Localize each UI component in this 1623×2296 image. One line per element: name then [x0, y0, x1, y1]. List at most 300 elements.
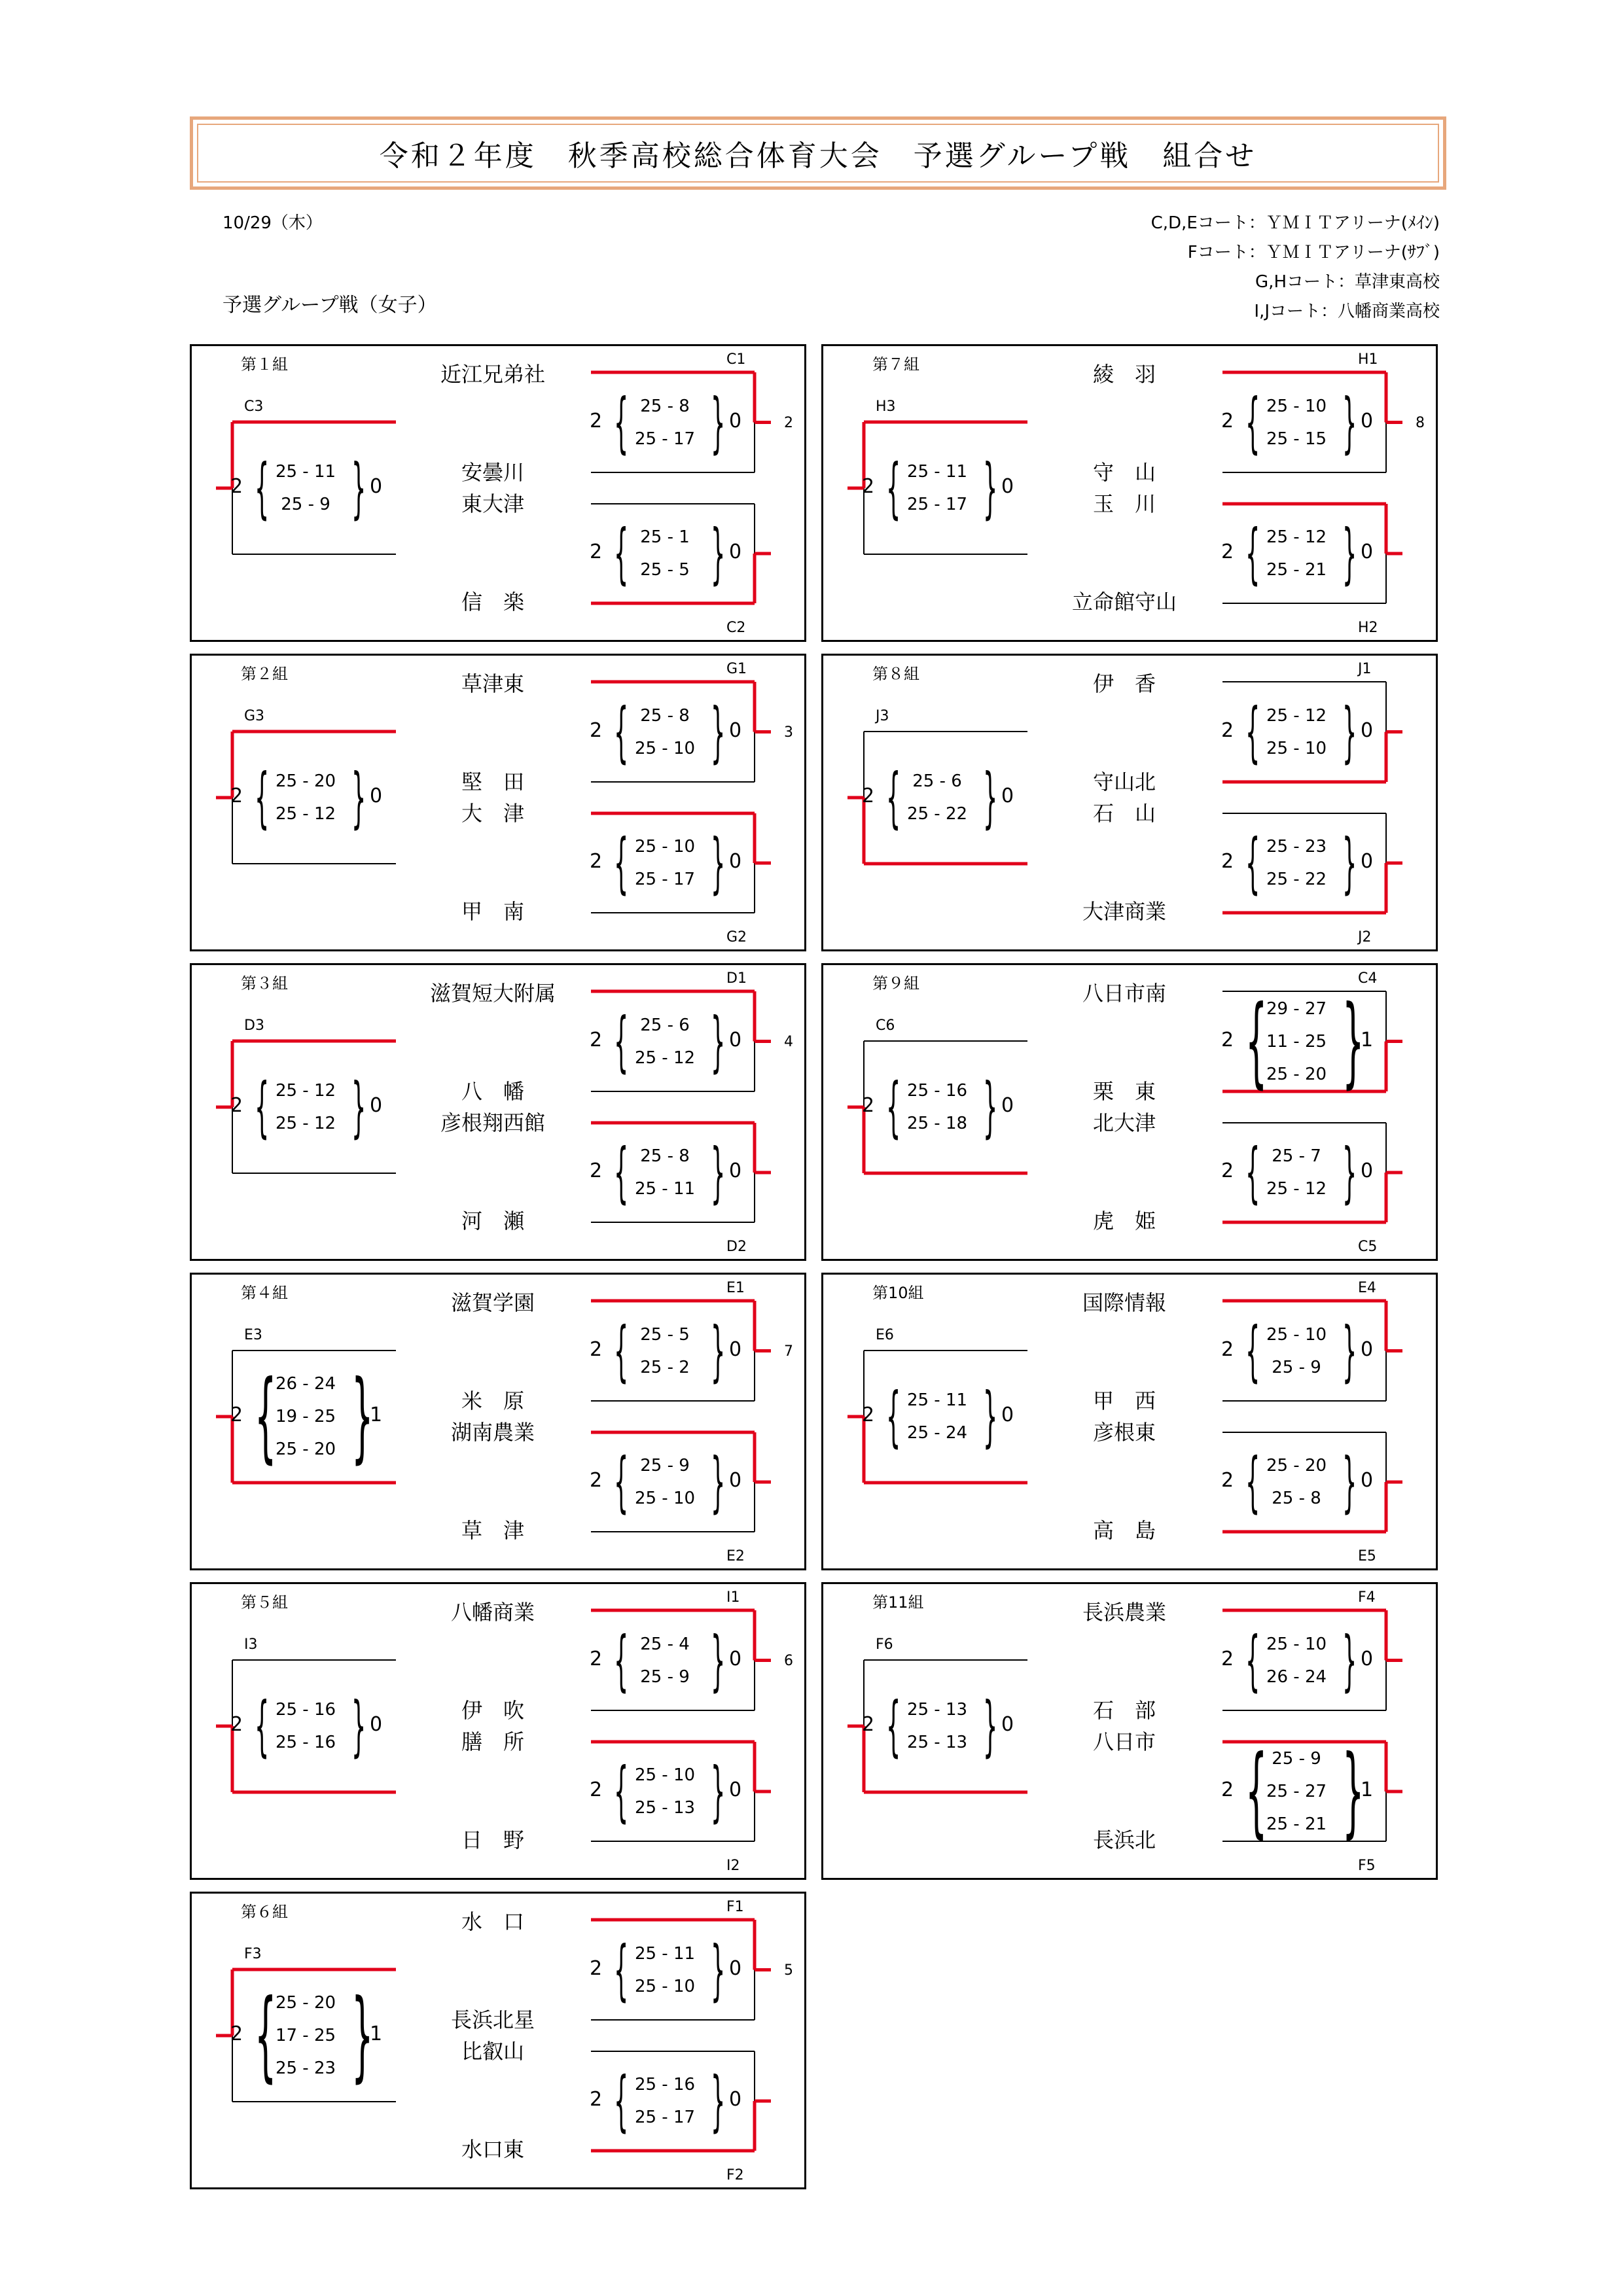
court-code: C6 [876, 1017, 895, 1034]
brace-left: { [614, 1134, 629, 1210]
brace-right: } [1342, 694, 1357, 770]
brace-right: } [1342, 1134, 1357, 1210]
sets-won-left: 2 [1221, 1469, 1234, 1492]
venue-line-1: C,D,Eコート：ＹＭＩＴアリーナ(ﾒｲﾝ) [1150, 213, 1440, 233]
sets-won-right: 0 [729, 1648, 742, 1670]
brace-left: { [1245, 694, 1260, 770]
sets-won-right: 0 [729, 1469, 742, 1492]
brace-right: } [351, 1687, 366, 1764]
team-name: 滋賀短大附属 [429, 981, 556, 1006]
court-code: F2 [726, 2167, 744, 2183]
set-score: 17 - 25 [275, 2026, 336, 2045]
set-score: 25 - 27 [1266, 1782, 1327, 1801]
sets-won-right: 0 [729, 1957, 742, 1980]
brace-left: { [255, 1979, 277, 2093]
court-code: E4 [1358, 1280, 1376, 1296]
set-score: 25 - 16 [275, 1700, 336, 1720]
sets-won-left: 2 [590, 719, 603, 742]
team-name: 八日市南 [1082, 981, 1166, 1006]
sets-won-left: 2 [862, 475, 875, 498]
sets-won-left: 2 [230, 1404, 243, 1426]
group-name: 第１組 [241, 355, 288, 374]
brace-right: } [983, 450, 998, 526]
brace-left: { [1245, 1735, 1268, 1848]
set-score: 25 - 21 [1266, 1814, 1327, 1834]
sets-won-right: 1 [370, 1404, 383, 1426]
court-code: J2 [1358, 929, 1372, 945]
team-name: 長浜北星 [450, 2007, 535, 2032]
brace-right: } [711, 1313, 726, 1389]
set-score: 25 - 8 [1272, 1489, 1321, 1508]
brace-right: } [1342, 1313, 1357, 1389]
team-name: 長浜農業 [1082, 1600, 1166, 1625]
brace-left: { [614, 1003, 629, 1080]
sets-won-right: 1 [370, 2022, 383, 2045]
set-score: 25 - 16 [275, 1733, 336, 1752]
group-panel [190, 963, 806, 1261]
team-name: 栗 東 [1092, 1079, 1156, 1104]
sets-won-left: 2 [590, 1469, 603, 1492]
team-name: 国際情報 [1082, 1290, 1166, 1315]
set-score: 25 - 20 [1266, 1456, 1327, 1475]
sets-won-right: 0 [729, 719, 742, 742]
team-name: 甲 西 [1092, 1388, 1156, 1413]
brace-right: } [1342, 384, 1357, 461]
set-score: 25 - 9 [281, 495, 330, 514]
brace-right: } [351, 759, 366, 836]
match-date: 10/29（木） [223, 213, 323, 233]
brace-left: { [886, 759, 901, 836]
team-name: 河 瀬 [461, 1209, 524, 1233]
team-name: 高 島 [1092, 1518, 1156, 1543]
team-name: 石 山 [1092, 801, 1156, 826]
team-name: 草 津 [461, 1518, 524, 1543]
set-score: 25 - 10 [634, 739, 696, 758]
bracket-number: 3 [784, 724, 793, 741]
sets-won-right: 0 [729, 1029, 742, 1051]
group-panel [821, 654, 1438, 951]
sets-won-right: 0 [1361, 850, 1374, 873]
sets-won-left: 2 [1221, 719, 1234, 742]
set-score: 25 - 10 [634, 837, 696, 857]
brace-right: } [711, 515, 726, 592]
set-score: 25 - 23 [275, 2058, 336, 2078]
bracket-number: 2 [784, 415, 793, 431]
set-score: 25 - 10 [1266, 739, 1327, 758]
team-name: 湖南農業 [450, 1420, 535, 1445]
brace-right: } [711, 2062, 726, 2139]
set-score: 25 - 6 [640, 1016, 690, 1035]
sets-won-left: 2 [590, 2088, 603, 2111]
brace-right: } [711, 694, 726, 770]
court-code: I2 [726, 1858, 740, 1874]
sets-won-left: 2 [1221, 1778, 1234, 1801]
set-score: 11 - 25 [1266, 1032, 1327, 1051]
group-name: 第２組 [241, 665, 288, 683]
section-label: 予選グループ戦（女子） [223, 294, 437, 317]
set-score: 25 - 24 [906, 1423, 968, 1443]
set-score: 25 - 21 [1266, 560, 1327, 580]
set-score: 25 - 17 [906, 495, 968, 514]
team-name: 玉 川 [1092, 491, 1156, 516]
sets-won-left: 2 [590, 1338, 603, 1361]
brace-left: { [886, 450, 901, 526]
sets-won-right: 0 [1001, 785, 1014, 807]
group-panel [190, 654, 806, 951]
brace-left: { [1245, 985, 1268, 1099]
venue-line-3: G,Hコート：草津東高校 [1255, 272, 1440, 292]
brace-right: } [351, 1069, 366, 1145]
court-code: E5 [1358, 1548, 1376, 1564]
set-score: 25 - 10 [1266, 397, 1327, 416]
sets-won-right: 0 [1361, 1648, 1374, 1670]
court-code: E1 [726, 1280, 745, 1296]
sets-won-right: 0 [729, 2088, 742, 2111]
sets-won-right: 0 [1361, 410, 1374, 433]
set-score: 25 - 10 [1266, 1634, 1327, 1654]
court-code: I3 [244, 1636, 258, 1653]
group-panel [821, 1582, 1438, 1880]
sets-won-right: 0 [370, 785, 383, 807]
group-panel [821, 344, 1438, 642]
court-code: F6 [876, 1636, 893, 1653]
set-score: 25 - 20 [275, 1993, 336, 2013]
team-name: 草津東 [461, 671, 524, 696]
sets-won-left: 2 [230, 2022, 243, 2045]
brace-left: { [886, 1069, 901, 1145]
brace-right: } [983, 1069, 998, 1145]
set-score: 25 - 18 [906, 1114, 968, 1133]
set-score: 25 - 20 [1266, 1065, 1327, 1084]
brace-left: { [614, 1443, 629, 1520]
team-name: 日 野 [461, 1828, 524, 1852]
team-name: 守山北 [1092, 769, 1156, 794]
team-name: 彦根翔西館 [440, 1110, 545, 1135]
sets-won-left: 2 [1221, 1029, 1234, 1051]
brace-left: { [614, 824, 629, 901]
brace-left: { [614, 1622, 629, 1699]
bracket-number: 7 [784, 1343, 793, 1360]
sets-won-left: 2 [590, 1778, 603, 1801]
sets-won-left: 2 [590, 540, 603, 563]
set-score: 25 - 11 [634, 1944, 696, 1964]
team-name: 東大津 [461, 491, 524, 516]
group-name: 第７組 [872, 355, 919, 374]
brace-right: } [1342, 985, 1364, 1099]
group-name: 第８組 [872, 665, 919, 683]
set-score: 25 - 10 [634, 1765, 696, 1785]
set-score: 25 - 10 [1266, 1325, 1327, 1345]
set-score: 25 - 5 [640, 560, 690, 580]
set-score: 25 - 10 [634, 1489, 696, 1508]
court-code: D3 [244, 1017, 264, 1034]
team-name: 北大津 [1092, 1110, 1156, 1135]
group-name: 第９組 [872, 974, 919, 993]
set-score: 25 - 12 [275, 1114, 336, 1133]
set-score: 25 - 16 [634, 2075, 696, 2094]
court-code: G3 [244, 708, 265, 724]
brace-right: } [711, 1003, 726, 1080]
court-code: D2 [726, 1239, 747, 1255]
sets-won-right: 1 [1361, 1778, 1374, 1801]
brace-right: } [1342, 515, 1357, 592]
set-score: 25 - 12 [1266, 706, 1327, 726]
team-name: 彦根東 [1092, 1420, 1156, 1445]
court-code: J1 [1358, 661, 1372, 677]
set-score: 19 - 25 [275, 1407, 336, 1426]
court-code: D1 [726, 970, 747, 987]
team-name: 甲 南 [461, 899, 524, 924]
group-name: 第４組 [241, 1284, 288, 1302]
brace-right: } [711, 384, 726, 461]
court-code: E2 [726, 1548, 745, 1564]
brace-right: } [711, 1443, 726, 1520]
set-score: 25 - 9 [640, 1456, 690, 1475]
court-code: C2 [726, 620, 746, 636]
set-score: 25 - 13 [634, 1798, 696, 1818]
sets-won-left: 2 [1221, 1159, 1234, 1182]
team-name: 安曇川 [461, 460, 524, 485]
sets-won-right: 0 [1361, 1469, 1374, 1492]
team-name: 水口東 [461, 2137, 524, 2162]
sets-won-left: 2 [230, 475, 243, 498]
sets-won-left: 2 [590, 410, 603, 433]
team-name: 長浜北 [1092, 1828, 1156, 1852]
brace-left: { [614, 1932, 629, 2008]
sets-won-left: 2 [1221, 1648, 1234, 1670]
court-code: G1 [726, 661, 747, 677]
sets-won-right: 0 [370, 1094, 383, 1117]
court-code: F4 [1358, 1589, 1376, 1606]
set-score: 25 - 12 [1266, 1179, 1327, 1199]
brace-left: { [614, 515, 629, 592]
sets-won-right: 0 [729, 1338, 742, 1361]
team-name: 大津商業 [1082, 899, 1166, 924]
set-score: 25 - 11 [906, 462, 968, 482]
set-score: 25 - 12 [634, 1048, 696, 1068]
set-score: 25 - 11 [906, 1390, 968, 1410]
sets-won-left: 2 [1221, 410, 1234, 433]
court-code: C4 [1358, 970, 1378, 987]
sets-won-right: 1 [1361, 1029, 1374, 1051]
brace-right: } [351, 450, 366, 526]
brace-right: } [983, 759, 998, 836]
group-panel [190, 1273, 806, 1570]
set-score: 25 - 22 [1266, 870, 1327, 889]
set-score: 25 - 7 [1272, 1146, 1321, 1166]
group-name: 第３組 [241, 974, 288, 993]
sets-won-right: 0 [729, 1159, 742, 1182]
sets-won-left: 2 [230, 785, 243, 807]
set-score: 25 - 8 [640, 1146, 690, 1166]
sets-won-right: 0 [729, 410, 742, 433]
group-panel [821, 1273, 1438, 1570]
sets-won-right: 0 [1361, 1159, 1374, 1182]
set-score: 25 - 12 [275, 804, 336, 824]
set-score: 25 - 10 [634, 1977, 696, 1996]
brace-left: { [255, 450, 270, 526]
court-code: C3 [244, 398, 264, 415]
set-score: 25 - 13 [906, 1700, 968, 1720]
team-name: 八 幡 [461, 1079, 524, 1104]
court-code: E6 [876, 1327, 894, 1343]
set-score: 25 - 12 [275, 1081, 336, 1101]
team-name: 大 津 [461, 801, 524, 826]
brace-left: { [1245, 824, 1260, 901]
set-score: 26 - 24 [1266, 1667, 1327, 1687]
brace-left: { [1245, 1134, 1260, 1210]
set-score: 25 - 20 [275, 1439, 336, 1459]
bracket-number: 4 [784, 1034, 793, 1050]
brace-right: } [711, 1753, 726, 1829]
brace-left: { [255, 1687, 270, 1764]
brace-left: { [614, 694, 629, 770]
team-name: 比叡山 [461, 2039, 524, 2064]
court-code: F3 [244, 1946, 262, 1962]
team-name: 虎 姫 [1092, 1209, 1156, 1233]
brace-left: { [1245, 1622, 1260, 1699]
bracket-number: 8 [1416, 415, 1425, 431]
sets-won-right: 0 [370, 1713, 383, 1736]
brace-left: { [1245, 384, 1260, 461]
set-score: 25 - 6 [912, 771, 962, 791]
brace-left: { [886, 1687, 901, 1764]
brace-left: { [255, 759, 270, 836]
set-score: 25 - 8 [640, 706, 690, 726]
sets-won-right: 0 [1001, 475, 1014, 498]
brace-left: { [255, 1360, 277, 1474]
sets-won-left: 2 [862, 785, 875, 807]
sets-won-right: 0 [1361, 719, 1374, 742]
set-score: 25 - 13 [906, 1733, 968, 1752]
court-code: E3 [244, 1327, 262, 1343]
group-panel [190, 1892, 806, 2189]
set-score: 25 - 17 [634, 429, 696, 449]
brace-right: } [351, 1360, 374, 1474]
title-box [190, 116, 1446, 190]
team-name: 守 山 [1092, 460, 1156, 485]
brace-left: { [886, 1378, 901, 1455]
group-panel [190, 344, 806, 642]
brace-left: { [1245, 1313, 1260, 1389]
sets-won-left: 2 [230, 1713, 243, 1736]
bracket-number: 6 [784, 1653, 793, 1669]
sets-won-right: 0 [1361, 1338, 1374, 1361]
group-name: 第５組 [241, 1593, 288, 1612]
team-name: 石 部 [1092, 1698, 1156, 1723]
set-score: 25 - 2 [640, 1358, 690, 1377]
team-name: 滋賀学園 [450, 1290, 535, 1315]
brace-left: { [614, 1313, 629, 1389]
sets-won-right: 0 [729, 850, 742, 873]
set-score: 25 - 5 [640, 1325, 690, 1345]
set-score: 26 - 24 [275, 1374, 336, 1394]
brace-left: { [614, 1753, 629, 1829]
brace-right: } [983, 1687, 998, 1764]
court-code: H2 [1358, 620, 1378, 636]
brace-right: } [351, 1979, 374, 2093]
team-name: 立命館守山 [1071, 590, 1177, 614]
set-score: 25 - 16 [906, 1081, 968, 1101]
sets-won-left: 2 [590, 1159, 603, 1182]
team-name: 伊 香 [1092, 671, 1156, 696]
team-name: 綾 羽 [1092, 362, 1156, 387]
court-code: C1 [726, 351, 746, 368]
sets-won-right: 0 [1361, 540, 1374, 563]
set-score: 25 - 17 [634, 870, 696, 889]
venue-line-2: Fコート：ＹＭＩＴアリーナ(ｻﾌﾞ) [1187, 243, 1440, 262]
sets-won-right: 0 [1001, 1404, 1014, 1426]
team-name: 八日市 [1092, 1729, 1156, 1754]
team-name: 近江兄弟社 [440, 362, 545, 387]
group-panel [821, 963, 1438, 1261]
set-score: 25 - 11 [634, 1179, 696, 1199]
sets-won-left: 2 [862, 1404, 875, 1426]
team-name: 信 楽 [461, 590, 524, 614]
brace-right: } [1342, 824, 1357, 901]
group-panel [190, 1582, 806, 1880]
set-score: 29 - 27 [1266, 999, 1327, 1019]
brace-right: } [711, 1932, 726, 2008]
team-name: 膳 所 [461, 1729, 524, 1754]
team-name: 水 口 [461, 1909, 524, 1934]
sets-won-left: 2 [862, 1713, 875, 1736]
team-name: 伊 吹 [461, 1698, 524, 1723]
brace-left: { [1245, 1443, 1260, 1520]
sets-won-left: 2 [590, 1648, 603, 1670]
brace-right: } [711, 1622, 726, 1699]
sets-won-left: 2 [590, 850, 603, 873]
brace-left: { [1245, 515, 1260, 592]
set-score: 25 - 22 [906, 804, 968, 824]
set-score: 25 - 1 [640, 527, 690, 547]
sets-won-left: 2 [1221, 540, 1234, 563]
court-code: C5 [1358, 1239, 1378, 1255]
court-code: H3 [876, 398, 896, 415]
sets-won-left: 2 [1221, 1338, 1234, 1361]
sets-won-left: 2 [862, 1094, 875, 1117]
brace-left: { [614, 384, 629, 461]
brace-right: } [1342, 1443, 1357, 1520]
court-code: F5 [1358, 1858, 1376, 1874]
brace-left: { [614, 2062, 629, 2139]
set-score: 25 - 8 [640, 397, 690, 416]
brace-right: } [711, 1134, 726, 1210]
set-score: 25 - 9 [640, 1667, 690, 1687]
sets-won-left: 2 [590, 1957, 603, 1980]
set-score: 25 - 15 [1266, 429, 1327, 449]
group-name: 第11組 [872, 1593, 924, 1612]
sets-won-left: 2 [230, 1094, 243, 1117]
set-score: 25 - 20 [275, 771, 336, 791]
set-score: 25 - 23 [1266, 837, 1327, 857]
set-score: 25 - 12 [1266, 527, 1327, 547]
sets-won-right: 0 [729, 540, 742, 563]
sets-won-left: 2 [590, 1029, 603, 1051]
bracket-number: 5 [784, 1962, 793, 1979]
court-code: I1 [726, 1589, 740, 1606]
court-code: F1 [726, 1899, 744, 1915]
set-score: 25 - 9 [1272, 1358, 1321, 1377]
sets-won-right: 0 [370, 475, 383, 498]
brace-right: } [1342, 1622, 1357, 1699]
brace-right: } [711, 824, 726, 901]
sets-won-left: 2 [1221, 850, 1234, 873]
brace-left: { [255, 1069, 270, 1145]
page-title: 令和２年度 秋季高校総合体育大会 予選グループ戦 組合せ [379, 139, 1257, 173]
sets-won-right: 0 [1001, 1713, 1014, 1736]
team-name: 八幡商業 [450, 1600, 535, 1625]
